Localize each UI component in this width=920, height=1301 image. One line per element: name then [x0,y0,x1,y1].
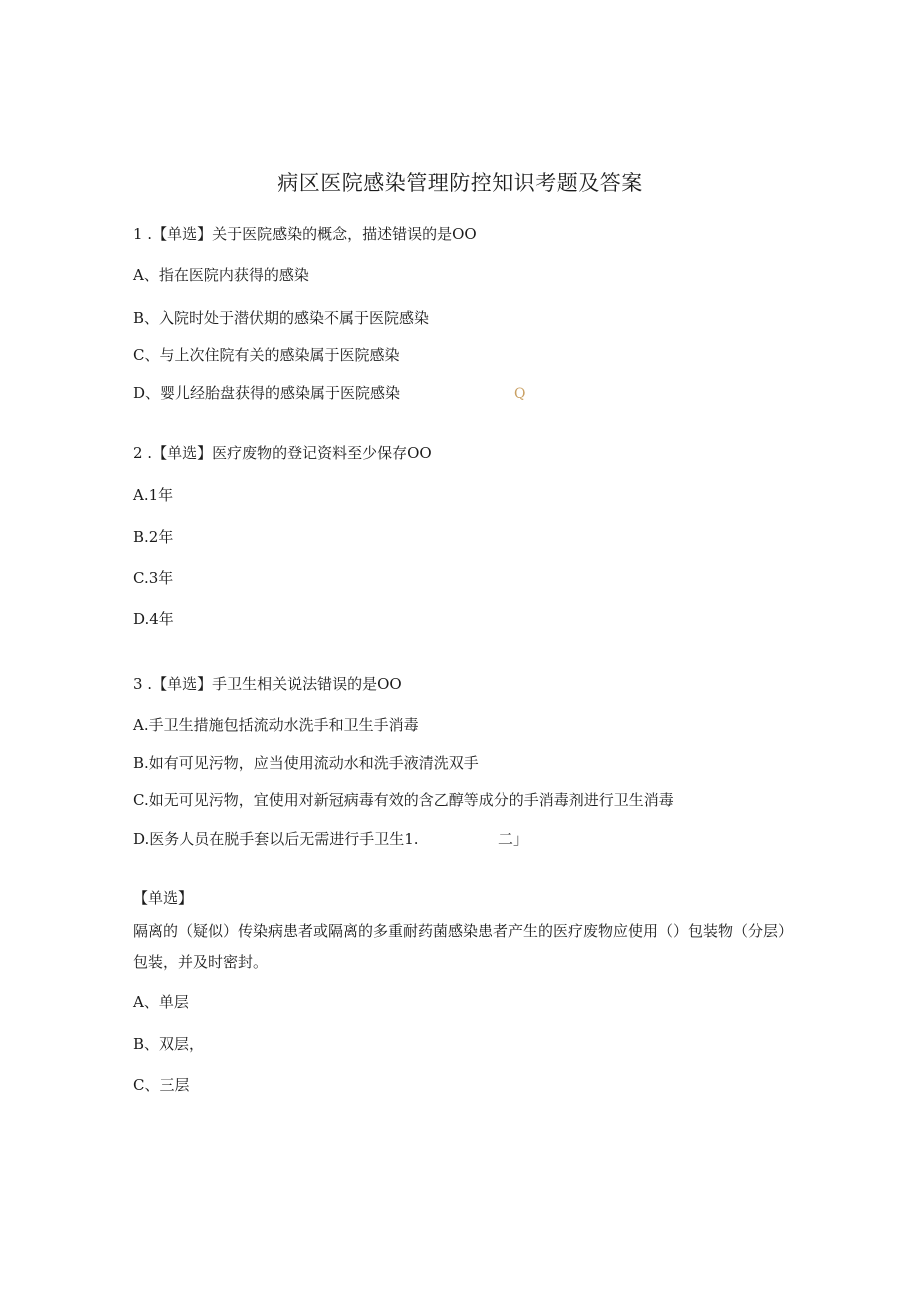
question-1-stem: 1 .【单选】关于医院感染的概念，描述错误的是OO [133,225,477,243]
question-3-option-a: A.手卫生措施包括流动水洗手和卫生手消毒 [133,716,419,734]
question-4-label: 【单选】 [133,889,194,907]
question-4-stem: 隔离的（疑似）传染病患者或隔离的多重耐药菌感染患者产生的医疗废物应使用（）包装物（分层）包装，并及时密封。 [133,922,794,971]
question-1-option-a: A、指在医院内获得的感染 [133,266,309,284]
question-3-option-c: C.如无可见污物，宜使用对新冠病毒有效的含乙醇等成分的手消毒剂进行卫生消毒 [133,791,674,809]
question-4-option-b: B、双层， [133,1035,205,1053]
document-title: 病区医院感染管理防控知识考题及答案 [277,171,643,195]
question-3-option-d: D.医务人员在脱手套以后无需进行手卫生1. [133,830,419,848]
trailing-mark: 二」 [498,830,529,848]
question-2-stem: 2 .【单选】医疗废物的登记资料至少保存OO [133,444,432,462]
question-1-option-b: B、入院时处于潜伏期的感染不属于医院感染 [133,309,430,327]
question-2-option-d: D.4年 [133,610,174,628]
question-1-option-d: D、婴儿经胎盘获得的感染属于医院感染 [133,384,401,402]
question-2-option-b: B.2年 [133,528,174,546]
question-2-option-a: A.1年 [133,486,174,504]
question-1-option-c: C、与上次住院有关的感染属于医院感染 [133,346,400,364]
question-4-option-a: A、单层 [133,993,189,1011]
question-2-option-c: C.3年 [133,569,174,587]
question-3-stem: 3 .【单选】手卫生相关说法错误的是OO [133,675,402,693]
answer-mark: Q [514,386,526,402]
question-3-option-b: B.如有可见污物，应当使用流动水和洗手液清洗双手 [133,754,479,772]
question-4-option-c: C、三层 [133,1076,190,1094]
